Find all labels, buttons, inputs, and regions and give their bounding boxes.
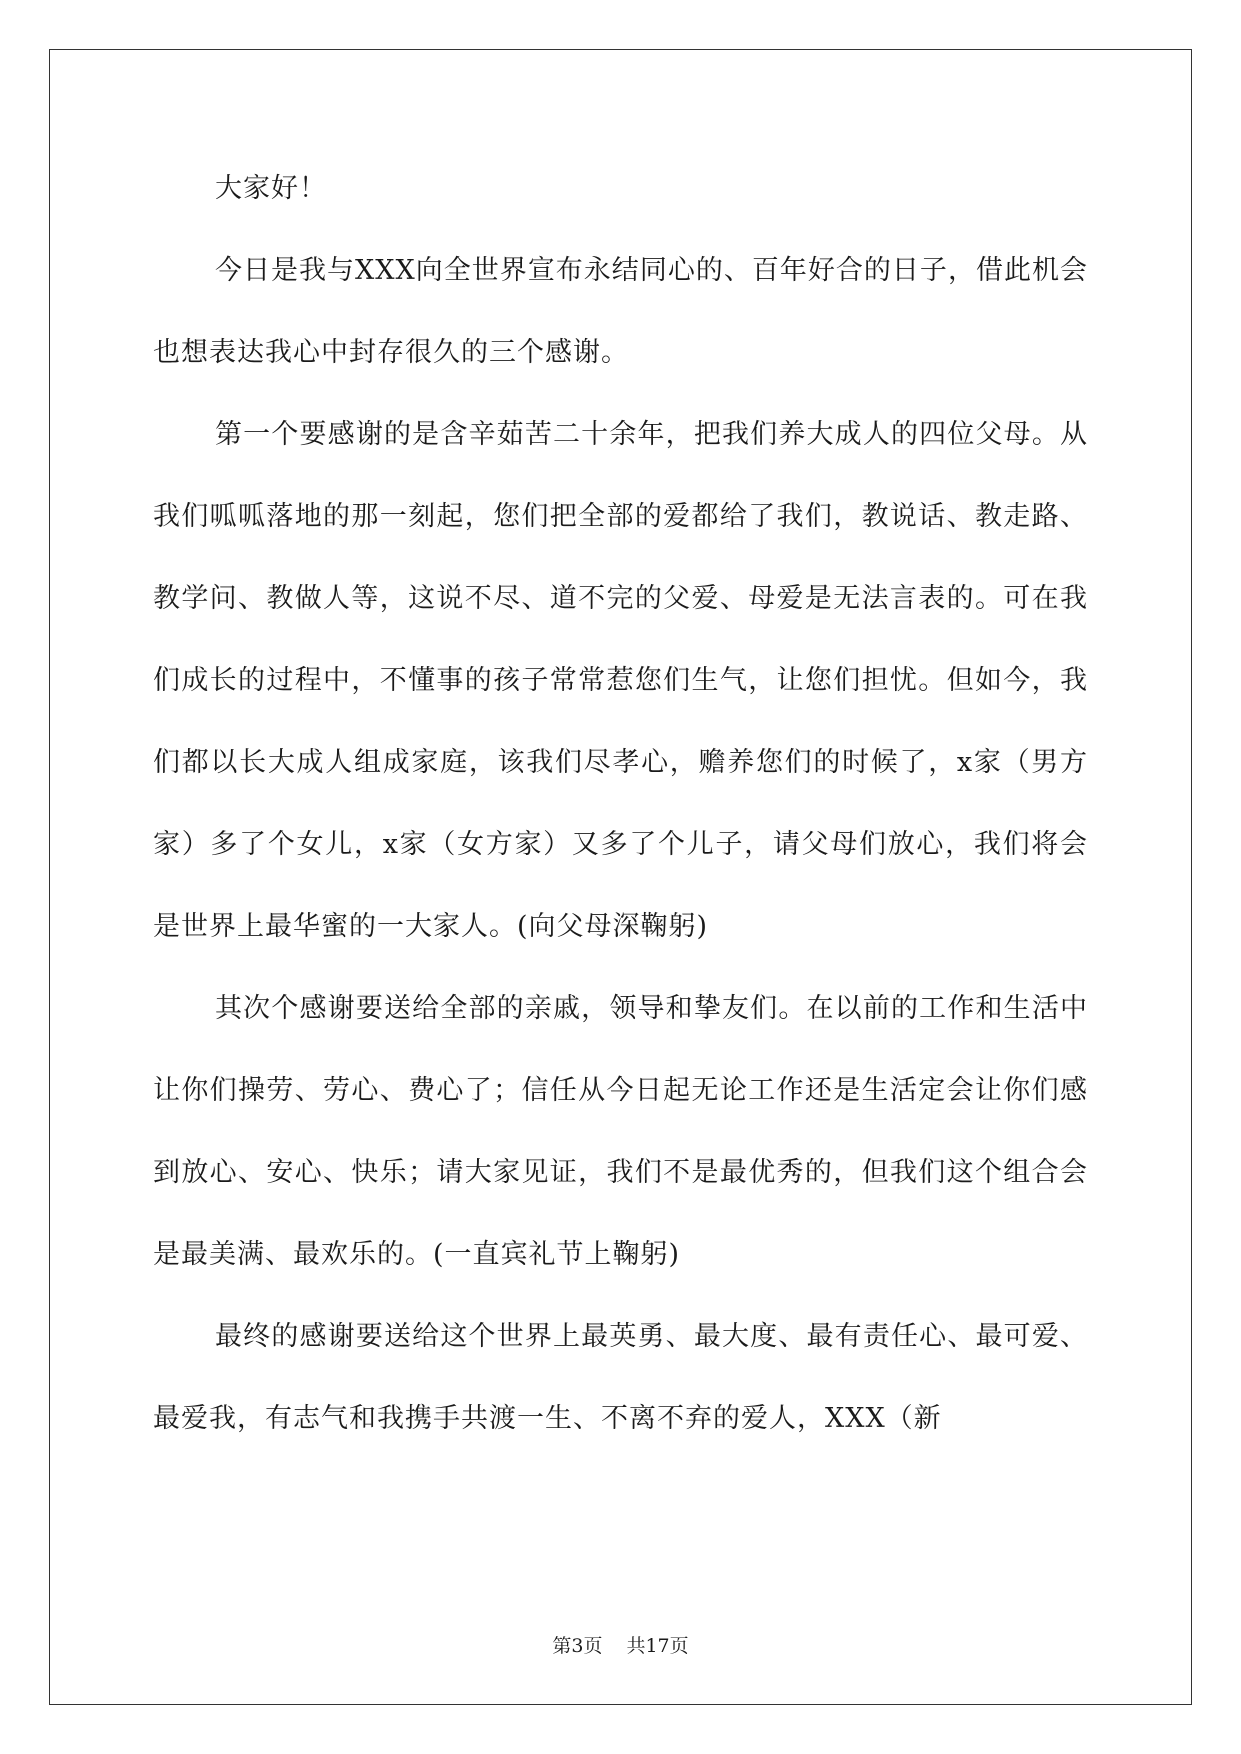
page-number: 第3页 [552,1635,603,1657]
paragraph-thanks-spouse: 最终的感谢要送给这个世界上最英勇、最大度、最有责任心、最可爱、最爱我，有志气和我携手共渡一生、不离不弃的爱人，XXX（新 [153,1321,1088,1434]
paragraph-thanks-relatives: 其次个感谢要送给全部的亲戚，领导和挚友们。在以前的工作和生活中让你们操劳、劳心、费心了；信任从今日起无论工作还是生活定会让你们感到放心、安心、快乐；请大家见证，我们不是最优秀的，但我们这个组合会是最美满、最欢乐的。(一直宾礼节上鞠躬) [153,993,1088,1270]
page-footer [0,1631,1241,1658]
paragraph-thanks-parents: 第一个要感谢的是含辛茹苦二十余年，把我们养大成人的四位父母。从我们呱呱落地的那一刻起，您们把全部的爱都给了我们，教说话、教走路、教学问、教做人等，这说不尽、道不完的父爱、母爱是无法言表的。可在我们成长的过程中，不懂事的孩子常常惹您们生气，让您们担忧。但如今，我们都以长大成人组成家庭，该我们尽孝心，赡养您们的时候了，x家（男方家）多了个女儿，x家（女方家）又多了个儿子，请父母们放心，我们将会是世界上最华蜜的一大家人。(向父母深鞠躬) [153,419,1088,942]
page-total: 共17页 [626,1635,689,1657]
greeting-line: 大家好！ [215,173,327,204]
paragraph-intro: 今日是我与XXX向全世界宣布永结同心的、百年好合的日子，借此机会也想表达我心中封存很久的三个感谢。 [153,255,1088,368]
document-body [153,148,1088,1460]
